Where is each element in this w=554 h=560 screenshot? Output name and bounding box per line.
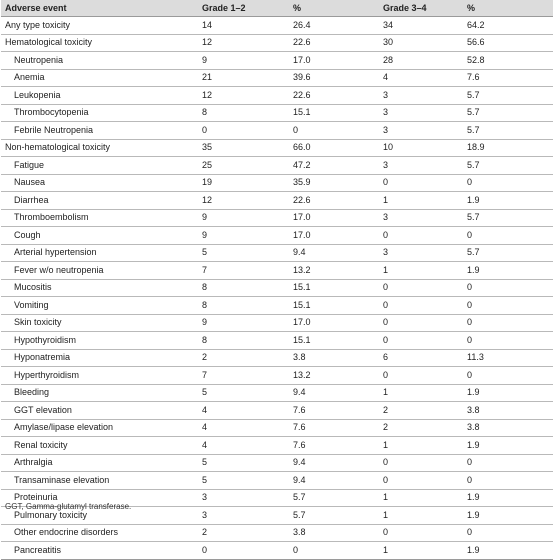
cell-grade-3-4: 1	[379, 489, 463, 507]
cell-grade-1-2: 14	[198, 17, 289, 35]
cell-percent-3-4: 0	[463, 524, 553, 542]
cell-percent-1-2: 5.7	[289, 489, 379, 507]
table-body	[1, 17, 553, 560]
cell-percent-3-4: 0	[463, 227, 553, 245]
cell-percent-3-4: 1.9	[463, 507, 553, 525]
cell-percent-1-2: 17.0	[289, 314, 379, 332]
table-row	[1, 472, 553, 490]
header-grade-3-4: Grade 3–4	[379, 0, 463, 17]
cell-percent-3-4: 18.9	[463, 139, 553, 157]
table-row	[1, 262, 553, 280]
table-row	[1, 209, 553, 227]
cell-adverse-event: Skin toxicity	[1, 314, 198, 332]
cell-grade-1-2: 5	[198, 472, 289, 490]
cell-grade-1-2: 12	[198, 192, 289, 210]
cell-percent-3-4: 5.7	[463, 87, 553, 105]
cell-adverse-event: Other endocrine disorders	[1, 524, 198, 542]
cell-percent-1-2: 15.1	[289, 104, 379, 122]
header-adverse-event: Adverse event	[1, 0, 198, 17]
cell-percent-3-4: 1.9	[463, 542, 553, 560]
cell-grade-1-2: 8	[198, 279, 289, 297]
cell-adverse-event: Arthralgia	[1, 454, 198, 472]
cell-percent-1-2: 9.4	[289, 454, 379, 472]
cell-percent-3-4: 64.2	[463, 17, 553, 35]
cell-adverse-event: Hyperthyroidism	[1, 367, 198, 385]
cell-percent-1-2: 17.0	[289, 52, 379, 70]
cell-percent-3-4: 0	[463, 332, 553, 350]
cell-percent-3-4: 1.9	[463, 192, 553, 210]
cell-percent-3-4: 3.8	[463, 402, 553, 420]
cell-grade-3-4: 3	[379, 122, 463, 140]
cell-grade-3-4: 0	[379, 279, 463, 297]
table-row	[1, 174, 553, 192]
cell-percent-1-2: 9.4	[289, 244, 379, 262]
cell-percent-1-2: 26.4	[289, 17, 379, 35]
cell-grade-1-2: 4	[198, 419, 289, 437]
cell-percent-3-4: 5.7	[463, 104, 553, 122]
cell-percent-3-4: 0	[463, 367, 553, 385]
cell-grade-3-4: 3	[379, 104, 463, 122]
cell-grade-1-2: 2	[198, 349, 289, 367]
cell-percent-1-2: 15.1	[289, 332, 379, 350]
cell-adverse-event: Hypothyroidism	[1, 332, 198, 350]
cell-percent-3-4: 0	[463, 297, 553, 315]
cell-grade-3-4: 1	[379, 437, 463, 455]
cell-grade-3-4: 10	[379, 139, 463, 157]
cell-adverse-event: Fatigue	[1, 157, 198, 175]
table-row	[1, 367, 553, 385]
cell-grade-1-2: 9	[198, 52, 289, 70]
cell-grade-3-4: 0	[379, 314, 463, 332]
cell-grade-3-4: 0	[379, 367, 463, 385]
table-row	[1, 122, 553, 140]
cell-adverse-event: Leukopenia	[1, 87, 198, 105]
table-row	[1, 104, 553, 122]
header-percent-1-2: %	[289, 0, 379, 17]
cell-percent-1-2: 9.4	[289, 384, 379, 402]
cell-grade-1-2: 0	[198, 122, 289, 140]
table-row	[1, 17, 553, 35]
cell-percent-3-4: 3.8	[463, 419, 553, 437]
cell-adverse-event: Arterial hypertension	[1, 244, 198, 262]
cell-adverse-event: Mucositis	[1, 279, 198, 297]
cell-grade-3-4: 34	[379, 17, 463, 35]
cell-adverse-event: Thromboembolism	[1, 209, 198, 227]
table-row	[1, 227, 553, 245]
cell-percent-3-4: 5.7	[463, 209, 553, 227]
cell-percent-1-2: 7.6	[289, 437, 379, 455]
cell-grade-1-2: 4	[198, 437, 289, 455]
cell-percent-3-4: 1.9	[463, 262, 553, 280]
cell-grade-1-2: 8	[198, 104, 289, 122]
cell-grade-3-4: 1	[379, 192, 463, 210]
adverse-events-table	[1, 0, 553, 560]
cell-adverse-event: Hyponatremia	[1, 349, 198, 367]
cell-grade-3-4: 0	[379, 227, 463, 245]
cell-grade-3-4: 30	[379, 34, 463, 52]
cell-adverse-event: Thrombocytopenia	[1, 104, 198, 122]
cell-grade-3-4: 28	[379, 52, 463, 70]
cell-grade-3-4: 1	[379, 384, 463, 402]
cell-grade-3-4: 2	[379, 402, 463, 420]
cell-percent-1-2: 0	[289, 122, 379, 140]
cell-grade-3-4: 0	[379, 454, 463, 472]
table-row	[1, 34, 553, 52]
cell-grade-3-4: 1	[379, 542, 463, 560]
cell-adverse-event: Pancreatitis	[1, 542, 198, 560]
cell-grade-1-2: 0	[198, 542, 289, 560]
cell-percent-3-4: 5.7	[463, 157, 553, 175]
cell-percent-1-2: 9.4	[289, 472, 379, 490]
table-row	[1, 69, 553, 87]
cell-grade-1-2: 25	[198, 157, 289, 175]
cell-adverse-event: Cough	[1, 227, 198, 245]
table-row	[1, 192, 553, 210]
table-row	[1, 437, 553, 455]
table-row	[1, 314, 553, 332]
cell-percent-3-4: 56.6	[463, 34, 553, 52]
cell-grade-3-4: 6	[379, 349, 463, 367]
cell-adverse-event: Renal toxicity	[1, 437, 198, 455]
table-row	[1, 279, 553, 297]
cell-grade-3-4: 0	[379, 297, 463, 315]
cell-adverse-event: Transaminase elevation	[1, 472, 198, 490]
cell-grade-1-2: 9	[198, 209, 289, 227]
cell-percent-1-2: 22.6	[289, 192, 379, 210]
table-row	[1, 524, 553, 542]
cell-grade-3-4: 1	[379, 507, 463, 525]
cell-percent-3-4: 52.8	[463, 52, 553, 70]
table-row	[1, 349, 553, 367]
cell-adverse-event: Proteinuria	[1, 489, 198, 507]
cell-grade-3-4: 0	[379, 174, 463, 192]
cell-grade-3-4: 1	[379, 262, 463, 280]
cell-percent-1-2: 47.2	[289, 157, 379, 175]
cell-percent-1-2: 15.1	[289, 297, 379, 315]
cell-grade-1-2: 8	[198, 332, 289, 350]
cell-percent-1-2: 7.6	[289, 402, 379, 420]
cell-grade-1-2: 9	[198, 227, 289, 245]
table-row	[1, 402, 553, 420]
cell-percent-3-4: 5.7	[463, 244, 553, 262]
cell-grade-1-2: 19	[198, 174, 289, 192]
table-row	[1, 297, 553, 315]
cell-grade-3-4: 3	[379, 209, 463, 227]
table-row	[1, 244, 553, 262]
cell-percent-1-2: 39.6	[289, 69, 379, 87]
cell-grade-1-2: 8	[198, 297, 289, 315]
cell-adverse-event: Nausea	[1, 174, 198, 192]
cell-percent-3-4: 1.9	[463, 437, 553, 455]
cell-grade-1-2: 7	[198, 367, 289, 385]
cell-grade-3-4: 2	[379, 419, 463, 437]
cell-adverse-event: Non-hematological toxicity	[1, 139, 198, 157]
cell-percent-1-2: 13.2	[289, 262, 379, 280]
cell-grade-3-4: 0	[379, 332, 463, 350]
header-percent-3-4: %	[463, 0, 553, 17]
cell-grade-1-2: 3	[198, 507, 289, 525]
cell-percent-1-2: 13.2	[289, 367, 379, 385]
table-row	[1, 419, 553, 437]
cell-adverse-event: Pulmonary toxicity	[1, 507, 198, 525]
cell-grade-3-4: 0	[379, 472, 463, 490]
cell-percent-1-2: 15.1	[289, 279, 379, 297]
table-row	[1, 384, 553, 402]
cell-grade-1-2: 7	[198, 262, 289, 280]
cell-percent-1-2: 5.7	[289, 507, 379, 525]
cell-grade-1-2: 12	[198, 34, 289, 52]
cell-grade-3-4: 3	[379, 244, 463, 262]
cell-adverse-event: Hematological toxicity	[1, 34, 198, 52]
table-row	[1, 542, 553, 560]
cell-grade-1-2: 5	[198, 384, 289, 402]
cell-adverse-event: Bleeding	[1, 384, 198, 402]
cell-adverse-event: Any type toxicity	[1, 17, 198, 35]
cell-percent-1-2: 35.9	[289, 174, 379, 192]
cell-adverse-event: Anemia	[1, 69, 198, 87]
cell-percent-1-2: 22.6	[289, 87, 379, 105]
cell-percent-1-2: 17.0	[289, 227, 379, 245]
cell-percent-3-4: 7.6	[463, 69, 553, 87]
cell-grade-3-4: 3	[379, 157, 463, 175]
table-row	[1, 52, 553, 70]
cell-percent-3-4: 1.9	[463, 489, 553, 507]
cell-adverse-event: Amylase/lipase elevation	[1, 419, 198, 437]
cell-percent-3-4: 11.3	[463, 349, 553, 367]
table-header-row	[1, 0, 553, 17]
cell-adverse-event: Neutropenia	[1, 52, 198, 70]
table-row	[1, 157, 553, 175]
cell-grade-1-2: 9	[198, 314, 289, 332]
cell-percent-3-4: 0	[463, 454, 553, 472]
cell-grade-3-4: 4	[379, 69, 463, 87]
cell-adverse-event: GGT elevation	[1, 402, 198, 420]
cell-adverse-event: Vomiting	[1, 297, 198, 315]
cell-percent-3-4: 0	[463, 174, 553, 192]
table-row	[1, 87, 553, 105]
cell-grade-1-2: 5	[198, 244, 289, 262]
cell-grade-1-2: 4	[198, 402, 289, 420]
cell-grade-3-4: 3	[379, 87, 463, 105]
cell-grade-3-4: 0	[379, 524, 463, 542]
table-row	[1, 332, 553, 350]
cell-percent-1-2: 0	[289, 542, 379, 560]
cell-grade-1-2: 2	[198, 524, 289, 542]
cell-percent-1-2: 66.0	[289, 139, 379, 157]
table-footnote: GGT, Gamma-glutamyl transferase.	[5, 502, 132, 511]
cell-grade-1-2: 5	[198, 454, 289, 472]
cell-percent-1-2: 3.8	[289, 349, 379, 367]
cell-grade-1-2: 3	[198, 489, 289, 507]
cell-percent-1-2: 7.6	[289, 419, 379, 437]
cell-adverse-event: Fever w/o neutropenia	[1, 262, 198, 280]
cell-adverse-event: Febrile Neutropenia	[1, 122, 198, 140]
cell-percent-3-4: 0	[463, 279, 553, 297]
header-grade-1-2: Grade 1–2	[198, 0, 289, 17]
cell-percent-1-2: 3.8	[289, 524, 379, 542]
cell-grade-1-2: 12	[198, 87, 289, 105]
cell-percent-3-4: 5.7	[463, 122, 553, 140]
cell-percent-3-4: 0	[463, 314, 553, 332]
table-row	[1, 139, 553, 157]
cell-percent-3-4: 0	[463, 472, 553, 490]
cell-grade-1-2: 35	[198, 139, 289, 157]
table-row	[1, 454, 553, 472]
cell-percent-1-2: 22.6	[289, 34, 379, 52]
cell-percent-1-2: 17.0	[289, 209, 379, 227]
cell-grade-1-2: 21	[198, 69, 289, 87]
cell-adverse-event: Diarrhea	[1, 192, 198, 210]
cell-percent-3-4: 1.9	[463, 384, 553, 402]
